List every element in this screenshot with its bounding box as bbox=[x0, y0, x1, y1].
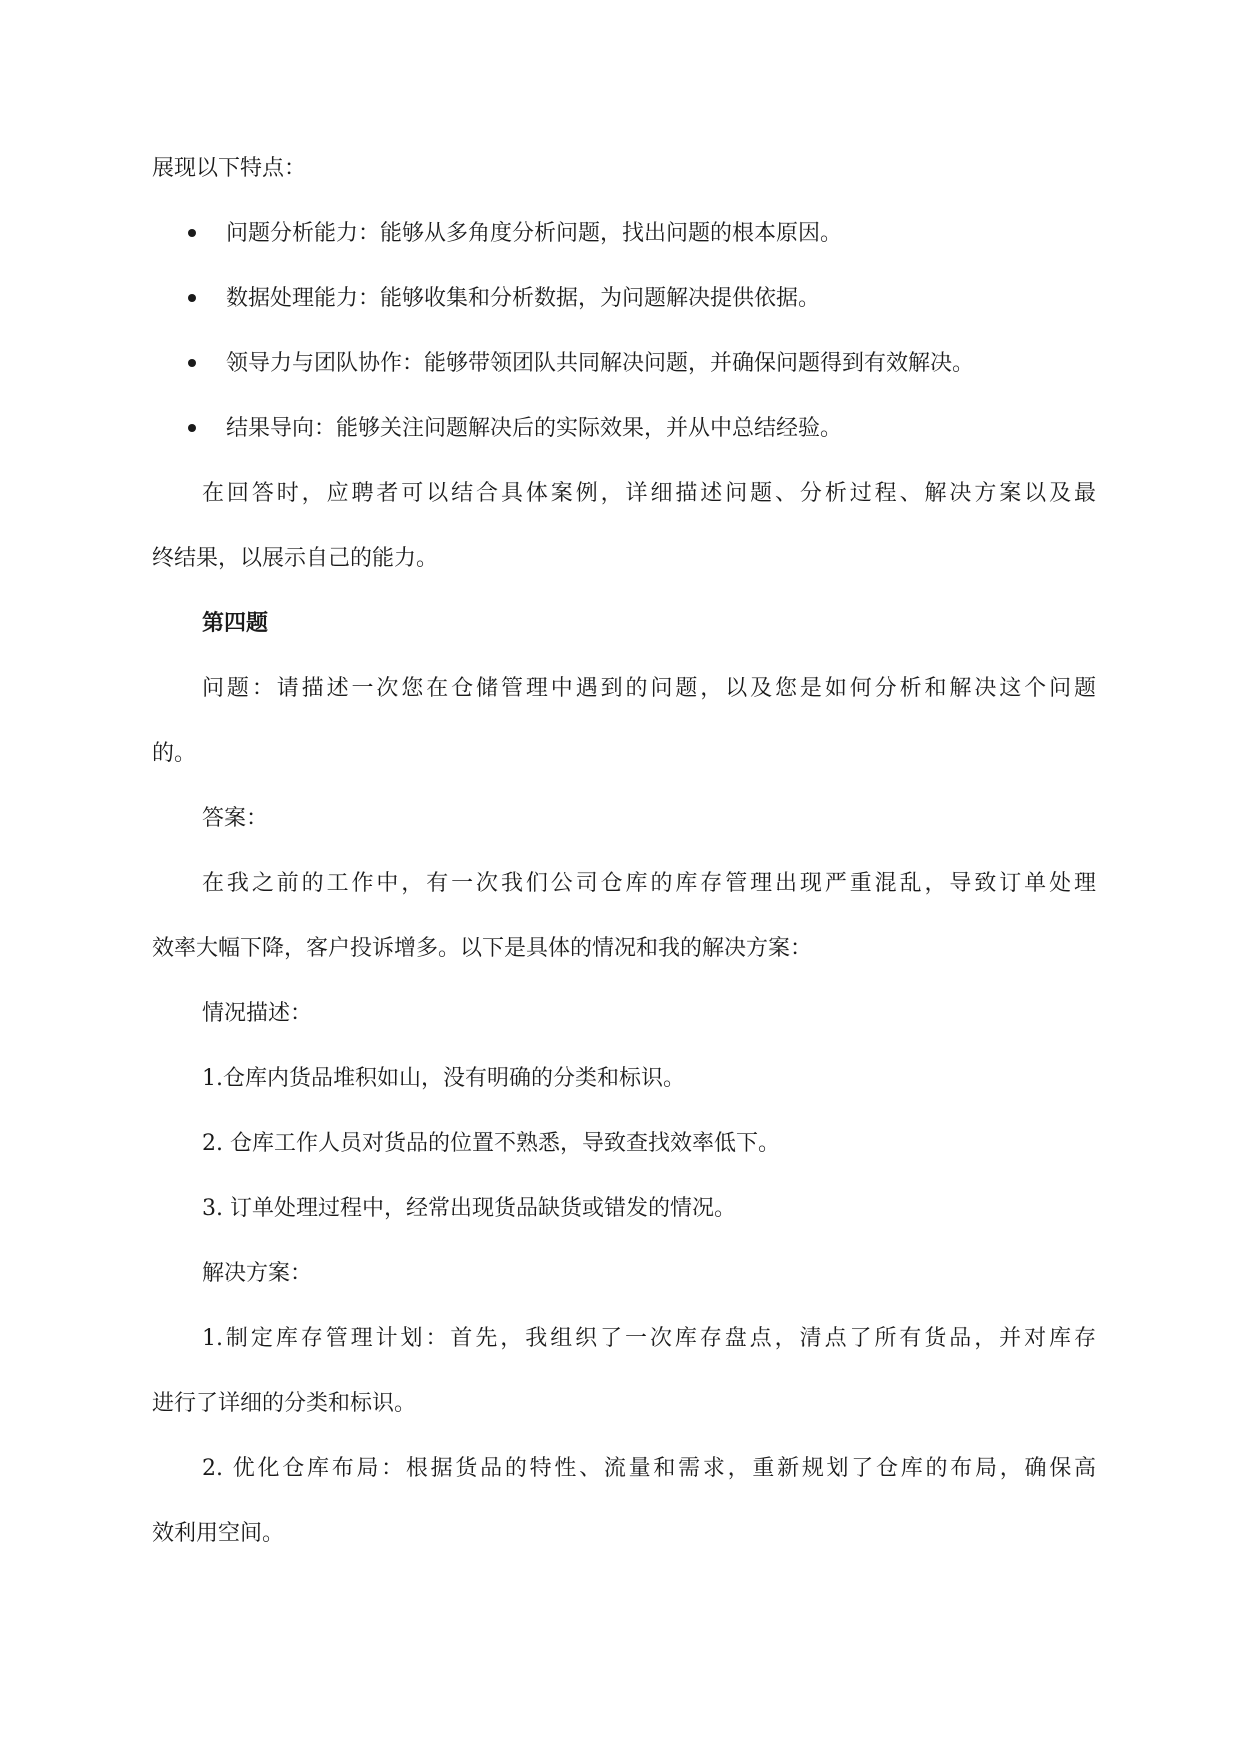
bullet-text: 数据处理能力：能够收集和分析数据，为问题解决提供依据。 bbox=[226, 286, 821, 311]
solution-item-line-2: 进行了详细的分类和标识。 bbox=[152, 1391, 417, 1416]
solution-item-line-2: 效利用空间。 bbox=[152, 1521, 285, 1546]
bullet-text: 结果导向：能够关注问题解决后的实际效果，并从中总结经验。 bbox=[226, 416, 843, 441]
solution-label: 解决方案： bbox=[202, 1261, 313, 1286]
situation-item: 3. 订单处理过程中，经常出现货品缺货或错发的情况。 bbox=[202, 1196, 736, 1221]
solution-item-line-1: 2. 优化仓库布局：根据货品的特性、流量和需求，重新规划了仓库的布局，确保高 bbox=[202, 1456, 1096, 1481]
answer-label: 答案： bbox=[202, 806, 269, 831]
answer-intro-line-1: 在我之前的工作中，有一次我们公司仓库的库存管理出现严重混乱，导致订单处理 bbox=[202, 871, 1096, 896]
answer-intro-line-2: 效率大幅下降，客户投诉增多。以下是具体的情况和我的解决方案： bbox=[152, 936, 813, 961]
question-line-1: 问题：请描述一次您在仓储管理中遇到的问题，以及您是如何分析和解决这个问题 bbox=[202, 676, 1096, 701]
situation-label: 情况描述： bbox=[202, 1001, 313, 1026]
bullet-icon bbox=[188, 424, 196, 432]
bullet-item bbox=[152, 396, 1096, 461]
solution-item-line-1: 1.制定库存管理计划：首先，我组织了一次库存盘点，清点了所有货品，并对库存 bbox=[202, 1326, 1096, 1351]
bullet-text: 问题分析能力：能够从多角度分析问题，找出问题的根本原因。 bbox=[226, 221, 843, 246]
bullet-item bbox=[152, 331, 1096, 396]
summary-line-2: 终结果，以展示自己的能力。 bbox=[152, 546, 439, 571]
intro-line: 展现以下特点： bbox=[152, 156, 307, 181]
bullet-item bbox=[152, 201, 1096, 266]
bullet-icon bbox=[188, 359, 196, 367]
bullet-text: 领导力与团队协作：能够带领团队共同解决问题，并确保问题得到有效解决。 bbox=[226, 351, 975, 376]
situation-item: 1.仓库内货品堆积如山，没有明确的分类和标识。 bbox=[202, 1066, 685, 1091]
section-heading: 第四题 bbox=[202, 610, 269, 636]
bullet-icon bbox=[188, 229, 196, 237]
summary-line-1: 在回答时，应聘者可以结合具体案例，详细描述问题、分析过程、解决方案以及最 bbox=[202, 481, 1096, 506]
question-line-2: 的。 bbox=[152, 741, 197, 766]
bullet-item bbox=[152, 266, 1096, 331]
bullet-icon bbox=[188, 294, 196, 302]
situation-item: 2. 仓库工作人员对货品的位置不熟悉，导致查找效率低下。 bbox=[202, 1131, 780, 1156]
document-page bbox=[152, 136, 1096, 1566]
